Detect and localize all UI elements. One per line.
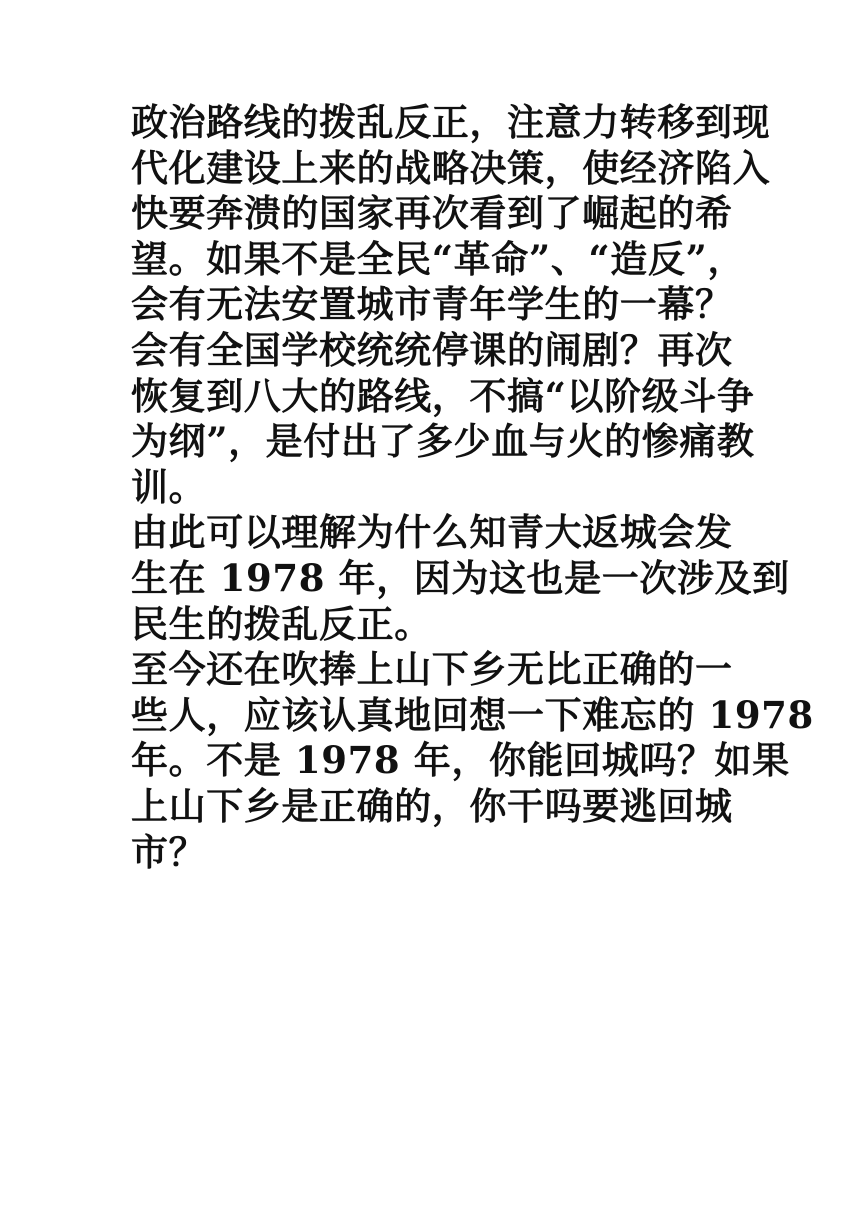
paragraph-3: [131, 647, 814, 875]
document-page: [131, 100, 814, 875]
text-line: 政治路线的拨乱反正，注意力转移到现: [131, 100, 771, 144]
text-line: 由此可以理解为什么知青大返城会发: [131, 510, 733, 555]
paragraph-1: [131, 100, 771, 510]
text-line: 会有全国学校统统停课的闹剧？再次: [131, 327, 733, 372]
text-line: 望。如果不是全民“革命”、“造反”，: [131, 236, 745, 281]
text-line: 代化建设上来的战略决策，使经济陷入: [131, 145, 771, 190]
text-line: 上山下乡是正确的，你干吗要逃回城: [131, 783, 733, 828]
text-line: 生在 1978 年，因为这也是一次涉及到: [131, 555, 790, 600]
text-line: 民生的拨乱反正。: [131, 601, 432, 646]
text-line: 会有无法安置城市青年学生的一幕？: [131, 282, 733, 327]
text-line: 训。: [131, 464, 207, 509]
text-line: 恢复到八大的路线，不搞“以阶级斗争: [131, 373, 755, 418]
paragraph-2: [131, 510, 790, 647]
text-line: 为纲”，是付出了多少血与火的惨痛教: [131, 419, 755, 464]
text-line: 至今还在吹捧上山下乡无比正确的一: [131, 647, 733, 692]
text-line: 年。不是 1978 年，你能回城吗？如果: [131, 738, 790, 783]
text-line: 市？: [131, 829, 207, 874]
text-line: 些人，应该认真地回想一下难忘的 1978: [131, 692, 814, 737]
text-line: 快要奔溃的国家再次看到了崛起的希: [131, 191, 733, 236]
